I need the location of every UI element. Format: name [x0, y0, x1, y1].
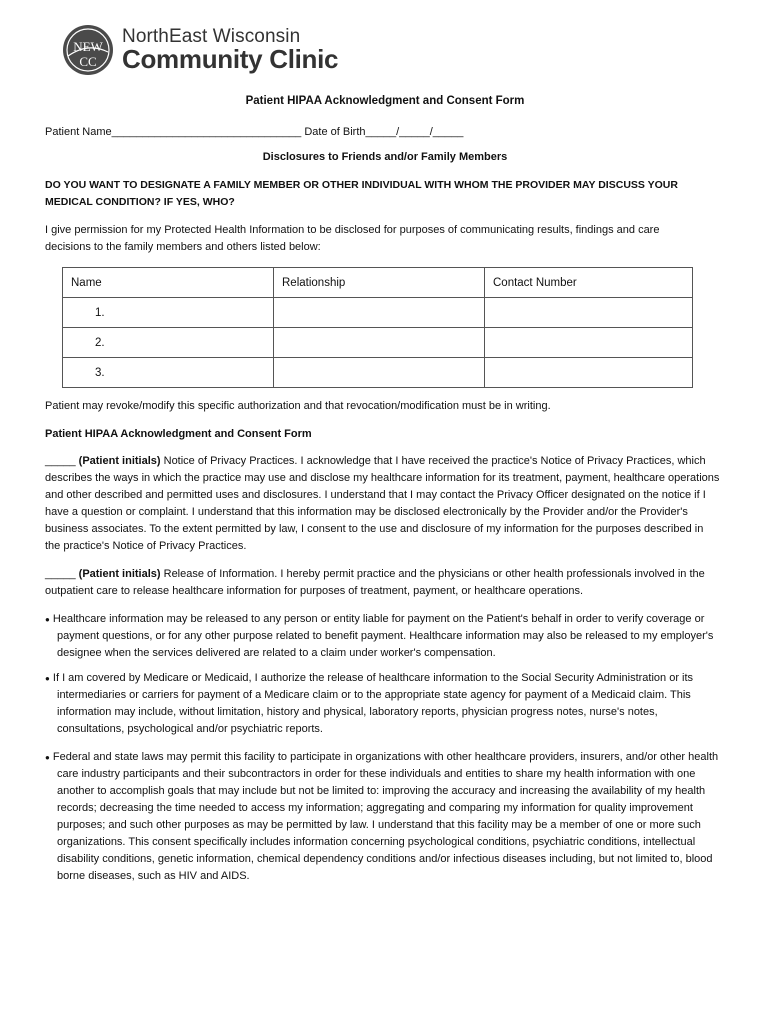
form-title: Patient HIPAA Acknowledgment and Consent Form: [245, 95, 525, 107]
svg-text:CC: CC: [79, 54, 97, 69]
contact-cell[interactable]: [485, 298, 693, 328]
initials-blank[interactable]: _____: [45, 455, 76, 467]
row-number[interactable]: 1.: [63, 298, 274, 328]
contacts-table: [62, 267, 693, 388]
table-row[interactable]: [63, 298, 693, 328]
relationship-cell[interactable]: [274, 298, 485, 328]
header-name: Name: [63, 268, 274, 298]
svg-text:NEW: NEW: [73, 39, 103, 54]
list-item: [45, 670, 722, 738]
row-number[interactable]: 3.: [63, 358, 274, 388]
privacy-text: Notice of Privacy Practices. I acknowledge that I have received the practice's Notice of Privacy Practices, which describes the ways in which the practice may use and disclose my healthcare information for its treatment, payment, healthcare operations and other described and permitted uses and disclosures. I understand that I may contact the Privacy Officer designated on the notice if I have a question or complaint. I understand that this information may be disclosed electronically by the Provider and/or the Provider's business associates. To the extent permitted by law, I consent to the use and disclosure of my information for the purposes described in the practice's Notice of Privacy Practices.: [45, 455, 720, 552]
initials-label: (Patient initials): [78, 568, 161, 580]
revoke-text: Patient may revoke/modify this specific authorization and that revocation/modification must be in writing.: [45, 400, 551, 412]
privacy-paragraph: [45, 453, 720, 555]
relationship-cell[interactable]: [274, 358, 485, 388]
logo-line-1: NorthEast Wisconsin: [122, 26, 301, 47]
contact-cell[interactable]: [485, 328, 693, 358]
bullet-text: Healthcare information may be released to any person or entity liable for payment on the Patient's behalf in order to verify coverage or payment questions, or for any other purpose related to benefit payment. Healthcare information may also be released to my employer's designee when the services delivered are related to a claim under worker's compensation.: [52, 613, 714, 659]
designate-question: DO YOU WANT TO DESIGNATE A FAMILY MEMBER OR OTHER INDIVIDUAL WITH WHOM THE PROVIDER MAY DISCUSS YOUR MEDICAL CONDITION? IF YES, WHO?: [45, 179, 678, 208]
bullet-icon: ●: [45, 674, 50, 683]
bullet-icon: ●: [45, 753, 50, 762]
clinic-logo-mark: [60, 22, 116, 78]
disclosures-heading: Disclosures to Friends and/or Family Members: [262, 151, 508, 163]
logo-line-2: Community Clinic: [122, 44, 339, 74]
bullet-icon: ●: [45, 615, 50, 624]
initials-blank[interactable]: _____: [45, 568, 76, 580]
header-contact-number: Contact Number: [485, 268, 693, 298]
relationship-cell[interactable]: [274, 328, 485, 358]
table-row[interactable]: [63, 328, 693, 358]
header-relationship: Relationship: [274, 268, 485, 298]
list-item: [45, 749, 722, 885]
table-header-row: [63, 268, 693, 298]
release-text: Release of Information. I hereby permit practice and the physicians or other health professionals involved in the outpatient care to release healthcare information for purposes of treatment, payment, or healthcare operations.: [45, 568, 705, 597]
bullet-text: If I am covered by Medicare or Medicaid, I authorize the release of healthcare information to the Social Security Administration or its intermediaries or carriers for payment of a Medicare claim or to the appropriate state agency for payment of a Medicaid claim. This information may include, without limitation, history and physical, laboratory reports, physician progress notes, nurse's notes, consultations, psychological and/or psychiatric reports.: [52, 672, 694, 735]
initials-label: (Patient initials): [78, 455, 161, 467]
contact-cell[interactable]: [485, 358, 693, 388]
patient-info-line[interactable]: Patient Name_______________________________ Date of Birth_____/_____/_____: [45, 126, 464, 138]
list-item: [45, 611, 722, 662]
bullet-text: Federal and state laws may permit this facility to participate in organizations with other healthcare providers, insurers, and/or other health care industry participants and their subcontractors in order for these individuals and entities to share my health information with one another to accomplish goals that may include but not be limited to: improving the accuracy and increasing the availability of my health records; decreasing the time needed to access my information; aggregating and comparing my information for quality improvement purposes; and such other purposes as may be permitted by law. I understand that this facility may be a member of one or more such organizations. This consent specifically includes information concerning psychological conditions, psychiatric conditions, intellectual disability conditions, genetic information, chemical dependency conditions and/or infectious diseases including, but not limited to, blood borne diseases, such as HIV and AIDS.: [52, 751, 719, 882]
release-paragraph: [45, 566, 720, 600]
permission-text: I give permission for my Protected Health Information to be disclosed for purposes of communicating results, findings and care decisions to the family members and others listed below:: [45, 224, 660, 253]
table-row[interactable]: [63, 358, 693, 388]
ack-heading: Patient HIPAA Acknowledgment and Consent Form: [45, 428, 312, 440]
row-number[interactable]: 2.: [63, 328, 274, 358]
